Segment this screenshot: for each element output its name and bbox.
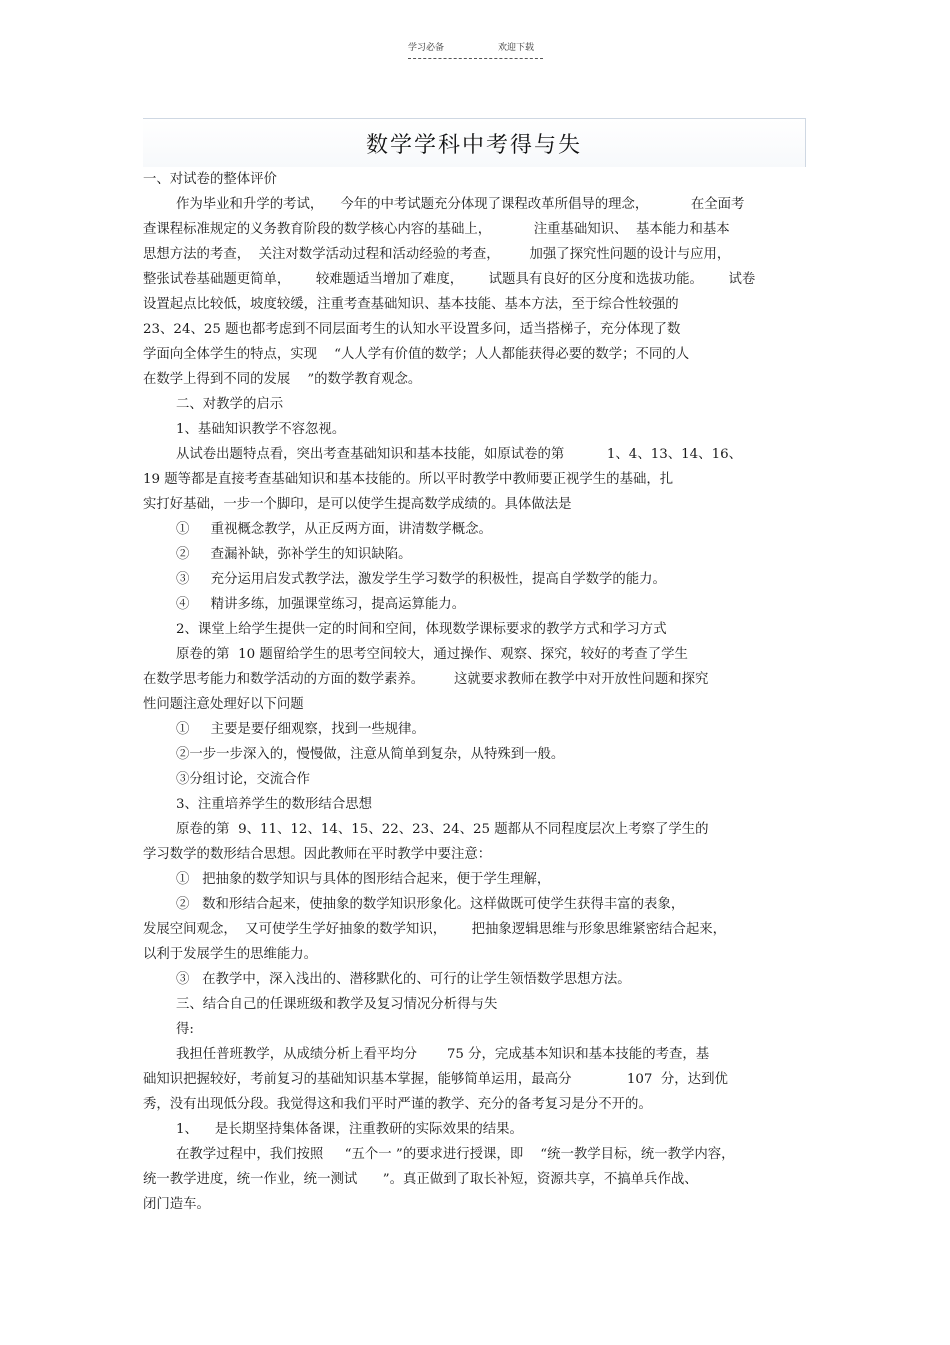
text-line: 得: bbox=[176, 1022, 194, 1037]
page-header bbox=[408, 38, 543, 59]
text-line: 作为毕业和升学的考试， 今年的中考试题充分体现了课程改革所倡导的理念， 在全面考 bbox=[176, 197, 745, 212]
document-body bbox=[143, 167, 808, 1217]
text-line: 整张试卷基础题更简单， 较难题适当增加了难度， 试题具有良好的区分度和选拔功能。 试卷 bbox=[143, 272, 756, 287]
text-line: ③ 在教学中，深入浅出的、潜移默化的、可行的让学生领悟数学思想方法。 bbox=[176, 972, 631, 987]
text-line: 19 题等都是直接考查基础知识和基本技能的。所以平时教学中教师要正视学生的基础，扎 bbox=[143, 472, 674, 487]
text-line: 发展空间观念， 又可使学生学好抽象的数学知识， 把抽象逻辑思维与形象思维紧密结合起来， bbox=[143, 922, 727, 937]
text-line: 从试卷出题特点看，突出考查基础知识和基本技能，如原试卷的第 1、4、13、14、16、 bbox=[176, 447, 742, 462]
text-line: 学面向全体学生的特点，实现 “人人学有价值的数学；人人都能获得必要的数学；不同的人 bbox=[143, 347, 690, 362]
text-line: 设置起点比较低，坡度较缓，注重考查基础知识、基本技能、基本方法，至于综合性较强的 bbox=[143, 297, 679, 312]
text-line: ① 主要是要仔细观察，找到一些规律。 bbox=[176, 722, 425, 737]
text-line: 我担任普班教学，从成绩分析上看平均分 75 分，完成基本知识和基本技能的考查，基 bbox=[176, 1047, 710, 1062]
text-line: 学习数学的数形结合思想。因此教师在平时教学中要注意： bbox=[143, 847, 492, 862]
text-line: ③分组讨论，交流合作 bbox=[176, 772, 310, 787]
text-line: 1、 是长期坚持集体备课，注重教研的实际效果的结果。 bbox=[176, 1122, 523, 1137]
text-line: 一、对试卷的整体评价 bbox=[143, 172, 277, 187]
text-line: 秀，没有出现低分段。我觉得这和我们平时严谨的教学、充分的备考复习是分不开的。 bbox=[143, 1097, 652, 1112]
title-box bbox=[143, 118, 806, 167]
text-line: 三、结合自己的任课班级和教学及复习情况分析得与失 bbox=[176, 997, 498, 1012]
text-line: 以利于发展学生的思维能力。 bbox=[143, 947, 318, 962]
header-right-text: 欢迎下载 bbox=[498, 43, 535, 53]
text-line: ② 数和形结合起来，使抽象的数学知识形象化。这样做既可使学生获得丰富的表象， bbox=[176, 897, 685, 912]
text-line: ②一步一步深入的，慢慢做，注意从简单到复杂，从特殊到一般。 bbox=[176, 747, 565, 762]
text-line: ① 重视概念教学，从正反两方面，讲清数学概念。 bbox=[176, 522, 492, 537]
text-line: 3、注重培养学生的数形结合思想 bbox=[176, 797, 372, 812]
text-line: 统一教学进度，统一作业，统一测试 ”。真正做到了取长补短，资源共享，不搞单兵作战、 bbox=[143, 1172, 698, 1187]
text-line: 思想方法的考查， 关注对数学活动过程和活动经验的考查， 加强了探究性问题的设计与应用， bbox=[143, 247, 731, 262]
text-line: 闭门造车。 bbox=[143, 1197, 210, 1212]
text-line: ② 查漏补缺，弥补学生的知识缺陷。 bbox=[176, 547, 412, 562]
page-title: 数学学科中考得与失 bbox=[365, 133, 582, 158]
text-line: 查课程标准规定的义务教育阶段的数学核心内容的基础上， 注重基础知识、 基本能力和基本 bbox=[143, 222, 730, 237]
text-line: 原卷的第 9、11、12、14、15、22、23、24、25 题都从不同程度层次上考察了学生的 bbox=[176, 822, 709, 837]
text-line: 二、对教学的启示 bbox=[176, 397, 284, 412]
text-line: 在数学思考能力和数学活动的方面的数学素养。 这就要求教师在教学中对开放性问题和探究 bbox=[143, 672, 709, 687]
text-line: 原卷的第 10 题留给学生的思考空间较大，通过操作、观察、探究，较好的考查了学生 bbox=[176, 647, 688, 662]
text-line: 2、课堂上给学生提供一定的时间和空间，体现数学课标要求的教学方式和学习方式 bbox=[176, 622, 667, 637]
header-left-text: 学习必备 bbox=[408, 43, 445, 53]
text-line: 在数学上得到不同的发展 ”的数学教育观念。 bbox=[143, 372, 422, 387]
text-line: ④ 精讲多练，加强课堂练习，提高运算能力。 bbox=[176, 597, 466, 612]
text-line: 1、基础知识教学不容忽视。 bbox=[176, 422, 346, 437]
text-line: 在教学过程中，我们按照 “五个一 ”的要求进行授课，即 “统一教学目标，统一教学内容， bbox=[176, 1147, 735, 1162]
text-line: 实打好基础，一步一个脚印，是可以使学生提高数学成绩的。具体做法是 bbox=[143, 497, 572, 512]
text-line: 性问题注意处理好以下问题 bbox=[143, 697, 304, 712]
text-line: 础知识把握较好，考前复习的基础知识基本掌握，能够简单运用，最高分 107 分，达到优 bbox=[143, 1072, 728, 1087]
text-line: 23、24、25 题也都考虑到不同层面考生的认知水平设置多问，适当搭梯子，充分体现了数 bbox=[143, 322, 681, 337]
text-line: ③ 充分运用启发式教学法，激发学生学习数学的积极性，提高自学数学的能力。 bbox=[176, 572, 666, 587]
text-line: ① 把抽象的数学知识与具体的图形结合起来，便于学生理解， bbox=[176, 872, 551, 887]
